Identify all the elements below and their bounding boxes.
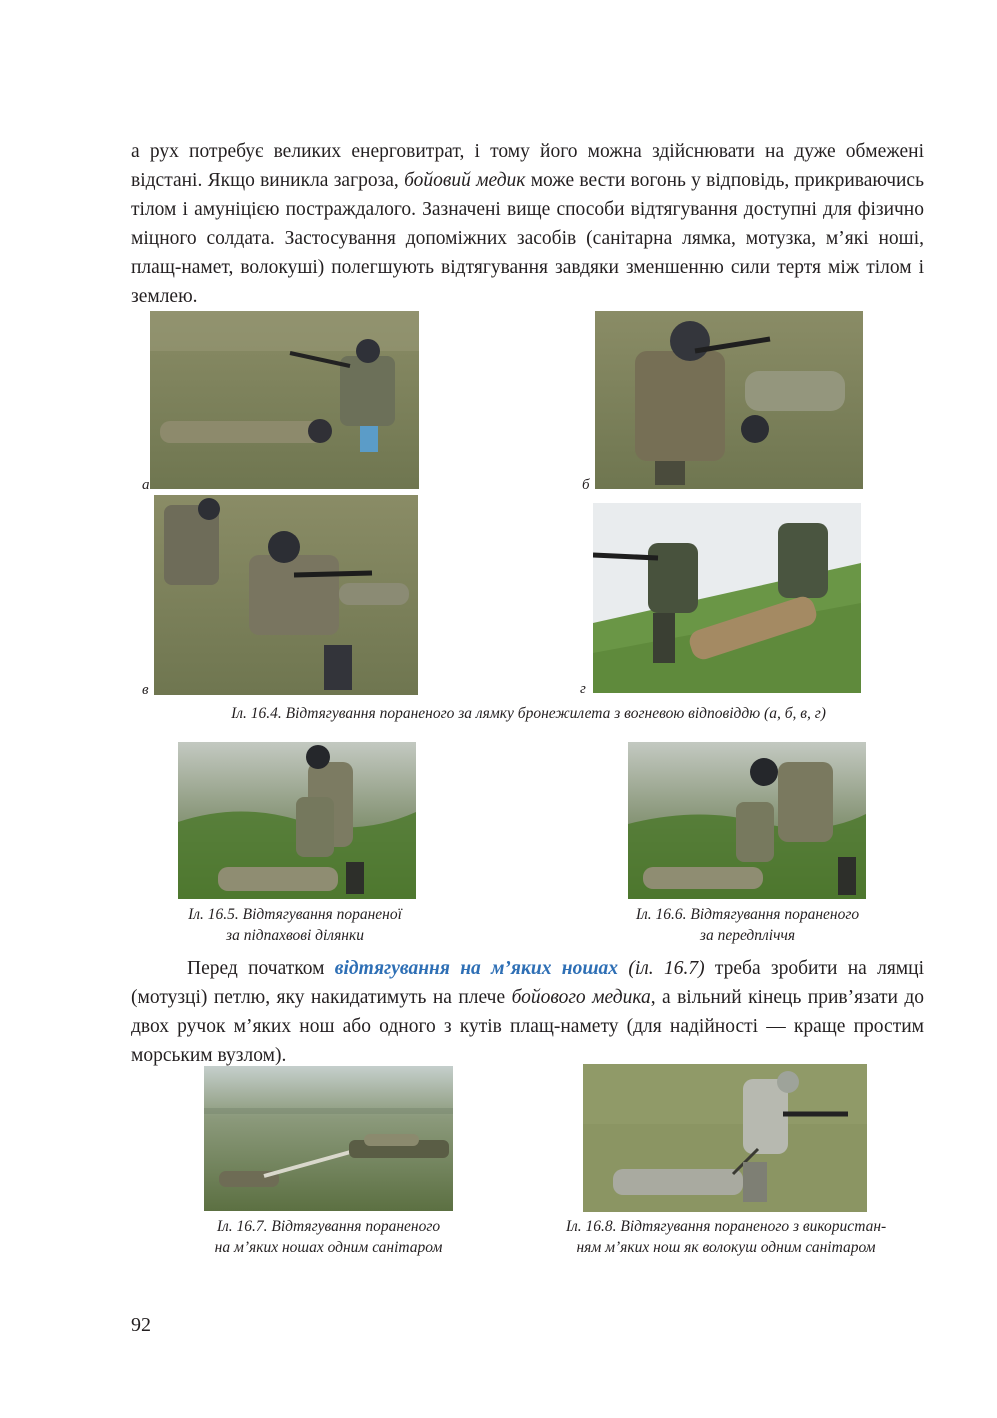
figure-16-6-caption [600, 904, 895, 946]
italic-term: бойового медика [511, 987, 651, 1008]
caption-line: за передпліччя [699, 927, 796, 944]
figure-label-b: б [582, 477, 590, 493]
figure-16-5-caption [150, 904, 440, 946]
figure-label-g: г [580, 681, 586, 697]
intro-paragraph [131, 137, 924, 311]
caption-line: Іл. 16.5. Відтягування пораненої [188, 906, 402, 923]
caption-line: Іл. 16.6. Відтягування пораненого [635, 906, 860, 923]
photo-16-4-g [593, 503, 861, 693]
caption-line: Іл. 16.8. Відтягування пораненого з використан- [565, 1218, 887, 1235]
photo-16-4-a [150, 311, 419, 489]
figure-reference: (іл. 16.7) [618, 958, 705, 979]
paragraph-text: Перед початком [187, 958, 335, 979]
photo-16-5 [178, 742, 416, 899]
photo-16-8 [583, 1064, 867, 1212]
paragraph-text: може вести вогонь у відповідь, прикриваючись тілом і амуніцією постраждалого. Зазначені вище способи відтягування доступні для фізично міцного солдата. Застосування допоміжних засобів (санітарна лямка, мотузка, м’які ноші, плащ-намет, волокуші) полегшують відтягування завдяки зменшенню сили тертя між тілом і землею. [131, 170, 924, 307]
caption-line: ням м’яких нош як волокуш одним санітаром [576, 1239, 876, 1256]
paragraph-text: , а вільний кінець прив’язати до двох ручок м’яких нош або одного з кутів плащ-намету (для надійності — краще простим морським вузлом). [131, 987, 924, 1066]
figure-label-v: в [142, 682, 149, 698]
figure-16-7-caption [180, 1216, 477, 1258]
figure-label-a: а [142, 477, 150, 493]
stretcher-paragraph [131, 954, 924, 1070]
photo-16-7 [204, 1066, 453, 1211]
caption-line: на м’яких ношах одним санітаром [214, 1239, 443, 1256]
paragraph-text: треба зробити на лямці (мотузці) петлю, яку накидатимуть на плече [131, 958, 924, 1008]
caption-line: за підпахвові ділянки [226, 927, 364, 944]
page-number: 92 [131, 1314, 151, 1336]
figure-16-4-caption: Іл. 16.4. Відтягування пораненого за лямку бронежилета з вогневою відповіддю (а, б, в, г) [231, 705, 826, 722]
photo-16-4-v [154, 495, 418, 695]
photo-16-4-b [595, 311, 863, 489]
photo-16-6 [628, 742, 866, 899]
italic-term: бойовий медик [404, 170, 526, 191]
caption-line: Іл. 16.7. Відтягування пораненого [216, 1218, 441, 1235]
figure-16-8-caption [526, 1216, 926, 1258]
paragraph-text: а рух потребує великих енерговитрат, і тому його можна здійснювати на дуже обмежені відстані. Якщо виникла загроза, [131, 141, 924, 191]
highlighted-term: відтягування на м’яких ношах [334, 958, 619, 979]
